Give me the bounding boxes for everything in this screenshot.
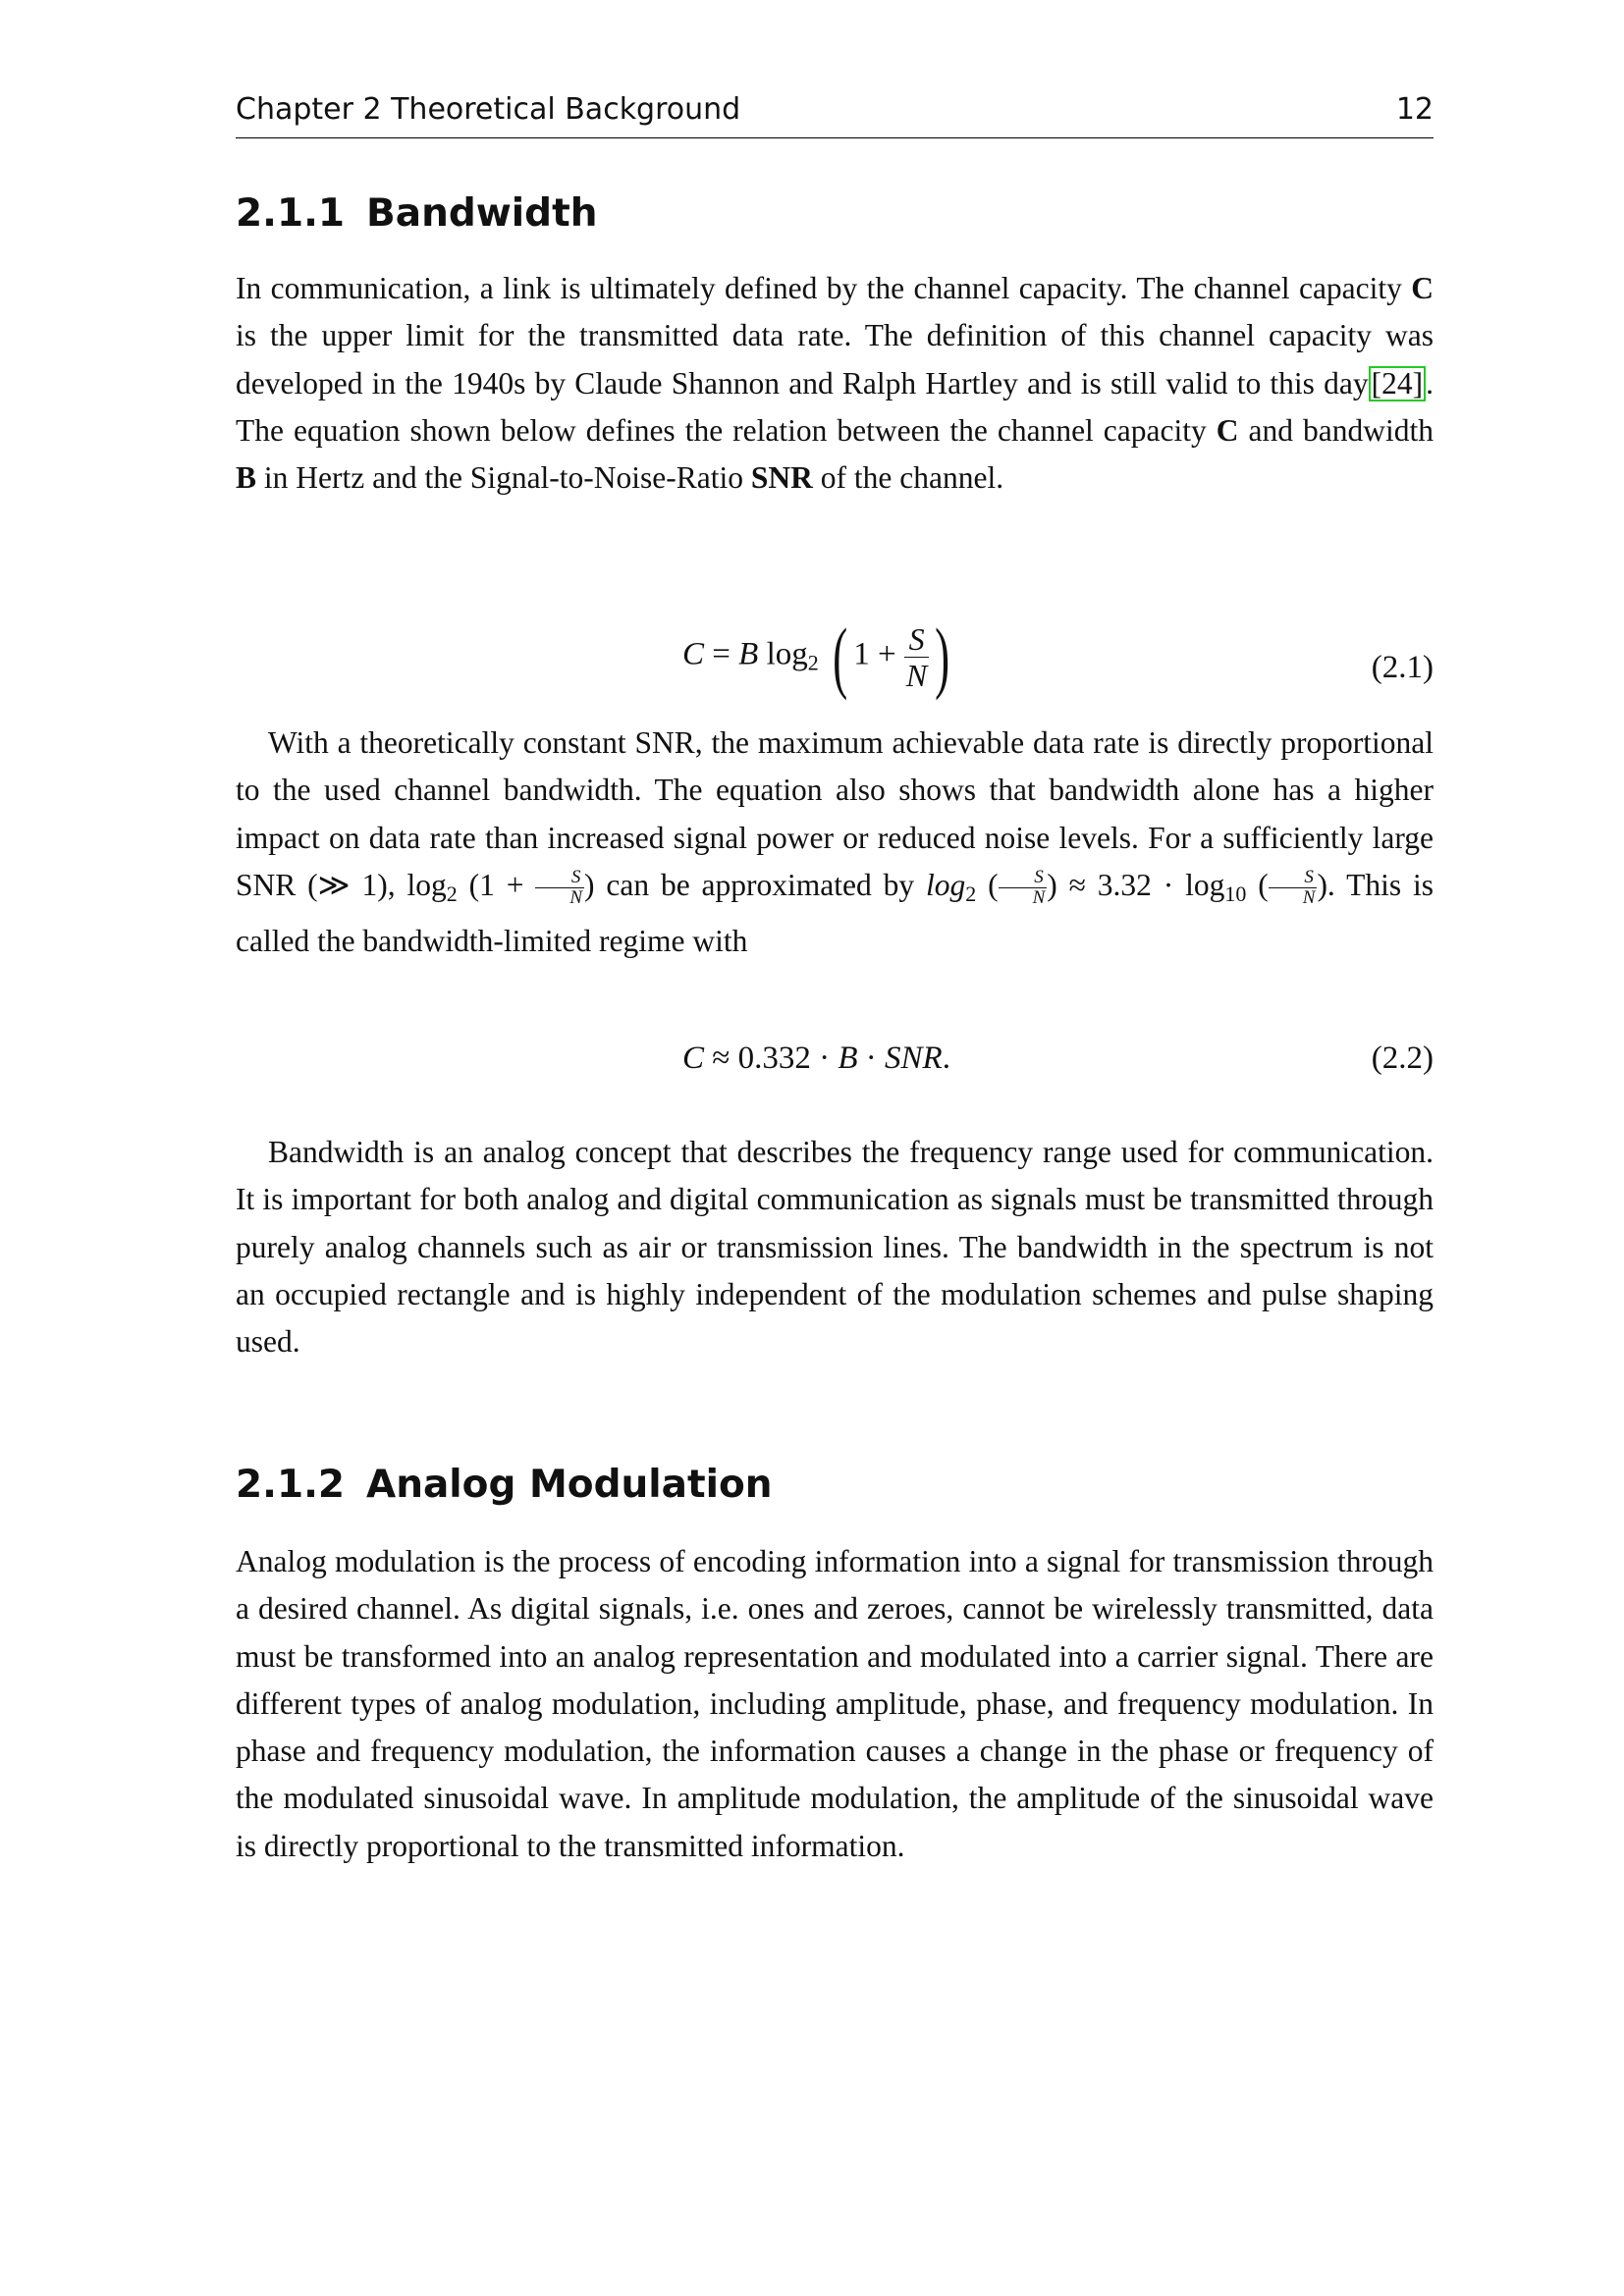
text-run: In communication, a link is ultimately defined by the channel capacity. The channel capacity [236, 271, 1412, 305]
text-run: in Hertz and the Signal-to-Noise-Ratio [256, 460, 751, 496]
eq-symbol: B [738, 636, 759, 672]
eq-symbol: B [838, 1041, 858, 1076]
bold-term: SNR [750, 460, 813, 496]
text-run: and bandwidth [1238, 412, 1434, 448]
bold-term: C [1411, 271, 1434, 305]
eq-operator: · [857, 1041, 886, 1076]
right-paren: ) [935, 612, 950, 701]
paragraph-snr [236, 720, 1434, 965]
subscript: 10 [1224, 881, 1247, 906]
paragraph-bandwidth-intro [236, 265, 1434, 502]
equation-2-1 [236, 612, 1434, 705]
bold-term: C [1216, 412, 1239, 448]
eq-punct: . [942, 1041, 950, 1076]
bold-term: B [236, 460, 257, 496]
equation-body [682, 1041, 950, 1077]
text-run: ( [976, 867, 999, 902]
text-run: . The equation shown below defines the relation between the channel capacity [236, 365, 1434, 448]
section-title: Bandwidth [366, 191, 598, 236]
italic-log: log [925, 867, 966, 902]
text-run: (1 + [457, 867, 536, 902]
chapter-title: Chapter 2 Theoretical Background [236, 92, 741, 127]
text-run: ) can be approximated by [584, 867, 926, 902]
eq-term: 1 + [853, 636, 904, 672]
paragraph-bandwidth-concept: Bandwidth is an analog concept that describes the frequency range used for communication. It is important for both analog and digital communication as signals must be transmitted through purely analog channels such as air or transmission lines. The bandwidth in the spectrum is not an occupied rectangle and is highly independent of the modulation schemes and pulse shaping used. [236, 1135, 1434, 1360]
running-header [236, 88, 1434, 138]
inline-fraction [999, 868, 1048, 908]
inline-fraction [535, 868, 584, 908]
text-run: of the channel. [812, 460, 1004, 496]
left-paren: ( [833, 612, 848, 701]
numerator: S [535, 868, 584, 888]
subscript: 2 [446, 881, 458, 906]
fraction-s-over-n [904, 621, 929, 693]
section-heading-bandwidth [236, 191, 598, 236]
text-run: ) ≈ 3.32 · log [1047, 867, 1225, 902]
text-run: is the upper limit for the transmitted data rate. The definition of this channel capacity was developed in the 1940s by Claude Shannon and Ralph Hartley and is still valid to this day [236, 318, 1434, 400]
eq-operator: = [704, 636, 739, 672]
eq-term: ≈ 0.332 · [704, 1041, 839, 1076]
numerator: S [999, 868, 1048, 888]
denominator: N [1302, 886, 1316, 908]
denominator: N [569, 886, 583, 908]
text-run: ( [1246, 867, 1269, 902]
eq-symbol: C [682, 636, 705, 672]
equation-number: (2.1) [1371, 650, 1434, 685]
eq-symbol: C [682, 1041, 705, 1076]
citation-link[interactable]: [24] [1369, 366, 1426, 401]
text-run: With a theoretically constant SNR, the maximum achievable data rate is directly proportional to the used channel bandwidth. The equation also shows that bandwidth alone has a higher impact on data rate than increased signal power or reduced noise levels. For a sufficiently large SNR (≫ 1), log [236, 725, 1434, 902]
eq-function: log [758, 636, 808, 672]
page-number: 12 [1395, 92, 1434, 127]
eq-symbol: SNR [885, 1041, 943, 1076]
eq-subscript: 2 [807, 650, 819, 675]
section-number: 2.1.2 [236, 1463, 346, 1507]
section-title: Analog Modulation [366, 1463, 773, 1507]
denominator: N [905, 657, 928, 693]
equation-body [682, 612, 956, 701]
paragraph-analog-modulation: Analog modulation is the process of encoding information into a signal for transmission through a desired channel. As digital signals, i.e. ones and zeroes, cannot be wirelessly transmitted, data must be transformed into an analog representation and modulated into a carrier signal. There are different types of analog modulation, including amplitude, phase, and frequency modulation. In phase and frequency modulation, the information causes a change in the phase or frequency of the modulated sinusoidal wave. In amplitude modulation, the amplitude of the sinusoidal wave is directly proportional to the transmitted information. [236, 1544, 1434, 1863]
section-number: 2.1.1 [236, 191, 346, 236]
numerator: S [1269, 868, 1318, 888]
section-heading-analog-modulation [236, 1463, 773, 1507]
inline-fraction [1269, 868, 1318, 908]
equation-number: (2.2) [1371, 1041, 1434, 1076]
equation-2-2 [236, 1041, 1434, 1090]
subscript: 2 [965, 881, 977, 906]
denominator: N [1032, 886, 1046, 908]
text-run: ). This is called the bandwidth-limited regime with [236, 867, 1434, 959]
numerator: S [904, 621, 929, 658]
